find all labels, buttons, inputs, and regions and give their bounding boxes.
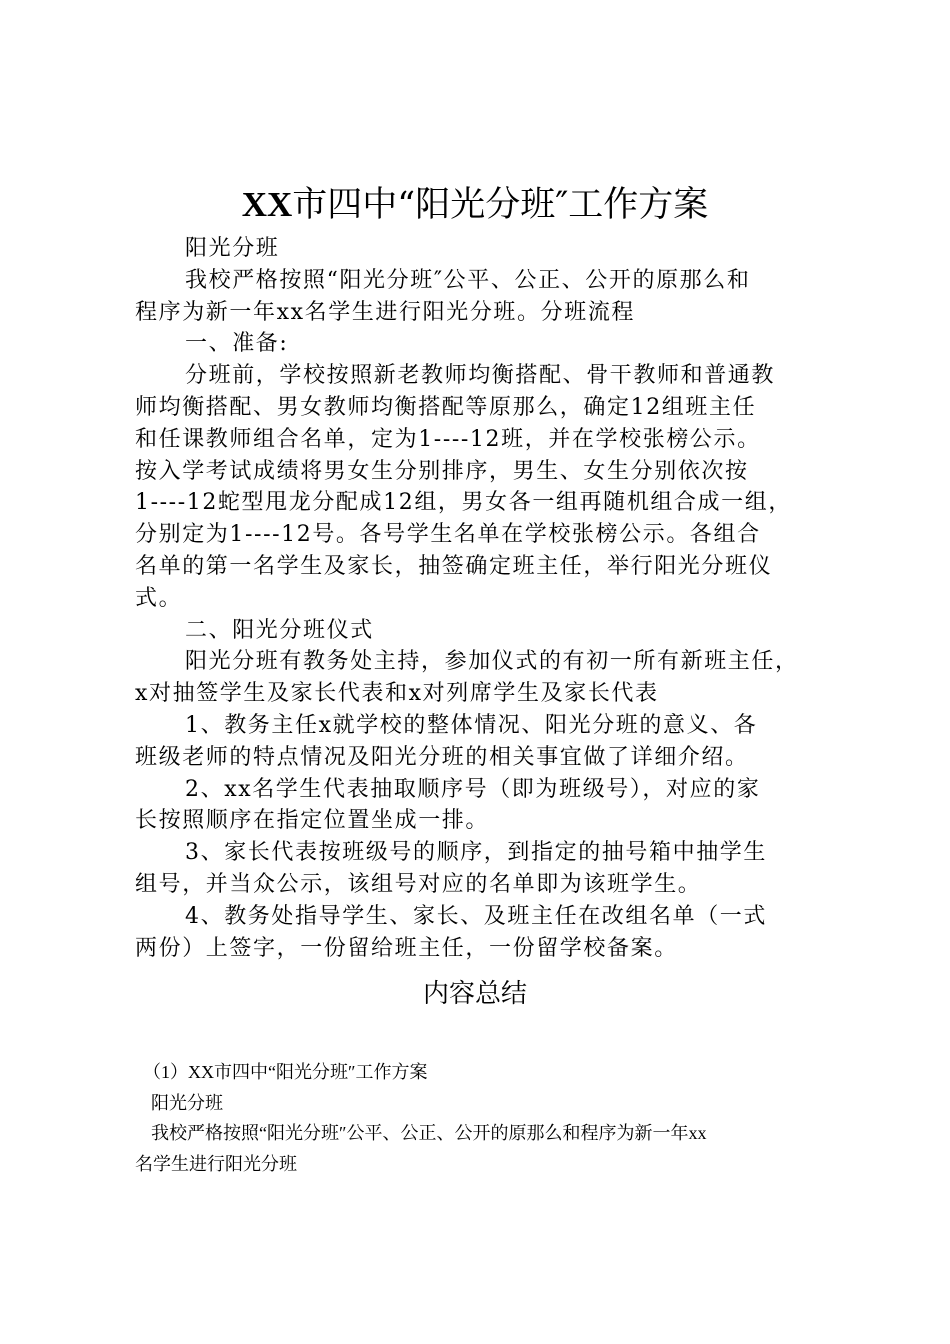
paragraph-line: 师均衡搭配、男女教师均衡搭配等原那么，确定12组班主任	[135, 394, 757, 420]
document-title	[0, 183, 950, 227]
list-item-3: 3、家长代表按班级号的顺序，到指定的抽号箱中抽学生	[185, 840, 767, 866]
summary-line: 阳光分班	[151, 1092, 223, 1113]
paragraph-line: 阳光分班有教务处主持，参加仪式的有初一所有新班主任，	[185, 649, 799, 675]
paragraph-line: 1----12蛇型甩龙分配成12组，男女各一组再随机组合成一组，	[135, 490, 792, 516]
paragraph-line: 我校严格按照“阳光分班″公平、公正、公开的原那么和	[185, 267, 751, 293]
summary-heading: 内容总结	[422, 979, 527, 1009]
paragraph-line: 长按照顺序在指定位置坐成一排。	[135, 808, 490, 834]
paragraph-line: x对抽签学生及家长代表和x对列席学生及家长代表	[135, 681, 659, 707]
section-heading-ceremony: 二、阳光分班仪式	[185, 617, 374, 643]
section-heading-prepare: 一、准备:	[185, 331, 289, 357]
summary-body	[135, 1057, 835, 1179]
paragraph-line: 程序为新一年xx名学生进行阳光分班。分班流程	[135, 299, 636, 325]
paragraph-line: 两份）上签字，一份留给班主任，一份留学校备案。	[135, 935, 678, 961]
paragraph-line: 和任课教师组合名单，定为1----12班，并在学校张榜公示。	[135, 426, 761, 452]
paragraph-line: 按入学考试成绩将男女生分别排序，男生、女生分别依次按	[135, 458, 749, 484]
paragraph-line: 名单的第一名学生及家长，抽签确定班主任，举行阳光分班仪	[135, 553, 773, 579]
paragraph-line: 分别定为1----12号。各号学生名单在学校张榜公示。各组合	[135, 522, 761, 548]
summary-line: （1）XX市四中“阳光分班″工作方案	[143, 1062, 428, 1082]
title-text: 市四中“阳光分班″工作方案	[292, 185, 709, 225]
summary-line: 我校严格按照“阳光分班″公平、公正、公开的原那么和程序为新一年xx	[151, 1123, 707, 1143]
section-label: 阳光分班	[185, 236, 280, 261]
paragraph-line: 分班前，学校按照新老教师均衡搭配、骨干教师和普通教	[185, 363, 776, 389]
list-item-1: 1、教务主任x就学校的整体情况、阳光分班的意义、各	[185, 712, 758, 738]
paragraph-line: 组号，并当众公示，该组号对应的名单即为该班学生。	[135, 871, 702, 897]
paragraph-line: 班级老师的特点情况及阳光分班的相关事宜做了详细介绍。	[135, 744, 749, 770]
summary-line: 名学生进行阳光分班	[135, 1153, 297, 1174]
title-prefix: XX	[241, 185, 293, 224]
list-item-4: 4、教务处指导学生、家长、及班主任在改组名单（一式	[185, 903, 767, 929]
document-body	[135, 233, 835, 964]
paragraph-line: 式。	[135, 585, 183, 611]
list-item-2: 2、xx名学生代表抽取顺序号（即为班级号），对应的家	[185, 776, 761, 802]
